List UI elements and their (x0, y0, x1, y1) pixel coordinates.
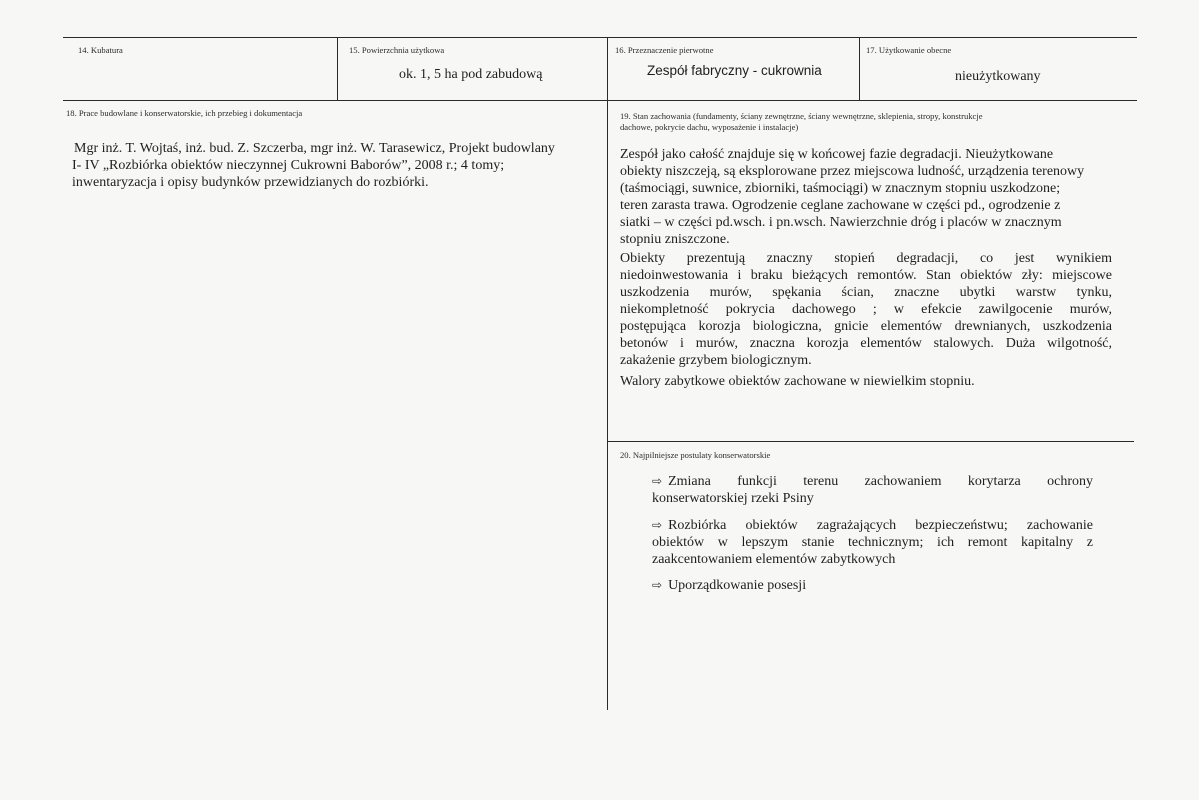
box19-line: niekompletność pokrycia dachowego ; w efekcie zawilgocenie murów, (620, 302, 1112, 317)
box14-label: 14. Kubatura (78, 45, 123, 55)
postulate-line: zaakcentowaniem elementów zabytkowych (652, 552, 896, 567)
box19-line: teren zarasta trawa. Ogrodzenie ceglane zachowane w części pd., ogrodzenie z (620, 198, 1061, 213)
postulate-item (652, 517, 1093, 568)
top-rule (63, 37, 1137, 38)
box19-line: obiekty niszczeją, są eksplorowane przez miejscowa ludność, urządzenia terenowy (620, 164, 1085, 179)
divider-main (607, 37, 608, 710)
postulate-line: konserwatorskiej rzeki Psiny (652, 491, 814, 506)
box16-label: 16. Przeznaczenie pierwotne (615, 45, 714, 55)
section20-top-rule (608, 441, 1134, 442)
arrow-right-icon: ⇨ (652, 518, 663, 532)
box19-para3 (620, 373, 1112, 390)
postulate-line: obiektów w lepszym stanie technicznym; ich remont kapitalny z (652, 535, 1093, 550)
box19-para1 (620, 146, 1130, 248)
box19-label-line: 19. Stan zachowania (fundamenty, ściany zewnętrzne, ściany wewnętrzne, sklepienia, stropy, konstrukcje (620, 111, 983, 121)
box19-line: Zespół jako całość znajduje się w końcowej fazie degradacji. Nieużytkowane (620, 147, 1054, 162)
box15-value: ok. 1, 5 ha pod zabudową (399, 67, 543, 82)
arrow-right-icon: ⇨ (652, 474, 663, 488)
box15-label: 15. Powierzchnia użytkowa (349, 45, 445, 55)
postulate-item (652, 577, 1093, 594)
divider-16-17 (859, 37, 860, 101)
box19-line: (taśmociągi, suwnice, zbiorniki, taśmociągi) w znacznym stopniu uszkodzone; (620, 181, 1061, 196)
box19-line: niedoinwestowania i braku bieżących remontów. Stan obiektów zły: miejscowe (620, 268, 1112, 283)
box17-value: nieużytkowany (955, 69, 1041, 84)
box19-label (620, 111, 983, 133)
box18-text (72, 140, 597, 191)
box18-line: Mgr inż. T. Wojtaś, inż. bud. Z. Szczerba, mgr inż. W. Tarasewicz, Projekt budowlany (74, 141, 555, 156)
box19-line: betonów i murów, znaczna korozja elementów stalowych. Duża wilgotność, (620, 336, 1112, 351)
box19-line: Walory zabytkowe obiektów zachowane w niewielkim stopniu. (620, 374, 975, 389)
box18-label: 18. Prace budowlane i konserwatorskie, ich przebieg i dokumentacja (66, 108, 303, 118)
postulate-line: Zmiana funkcji terenu zachowaniem korytarza ochrony (668, 474, 1093, 489)
postulate-line: Rozbiórka obiektów zagrażających bezpieczeństwu; zachowanie (668, 518, 1093, 533)
box19-line: siatki – w części pd.wsch. i pn.wsch. Nawierzchnie dróg i placów w znacznym (620, 215, 1062, 230)
divider-14-15 (337, 37, 338, 101)
box19-para2 (620, 250, 1112, 369)
box18-line: inwentaryzacja i opisy budynków przewidzianych do rozbiórki. (72, 175, 429, 190)
header-bottom-rule (63, 100, 1137, 101)
box19-line: postępująca korozja biologiczna, gnicie elementów drewnianych, uszkodzenia (620, 319, 1112, 334)
box19-line: stopniu zniszczone. (620, 232, 730, 247)
box16-value: Zespół fabryczny - cukrownia (647, 63, 822, 78)
box17-label: 17. Użytkowanie obecne (866, 45, 952, 55)
box19-line: uszkodzenia murów, spękania ścian, znaczne ubytki warstw tynku, (620, 285, 1112, 300)
arrow-right-icon: ⇨ (652, 578, 663, 592)
box20-label: 20. Najpilniejsze postulaty konserwatorskie (620, 450, 771, 460)
box19-line: zakażenie grzybem biologicznym. (620, 353, 812, 368)
postulate-item (652, 473, 1093, 507)
box19-label-line: dachowe, pokrycie dachu, wyposażenie i instalacje) (620, 122, 799, 132)
box19-line: Obiekty prezentują znaczny stopień degradacji, co jest wynikiem (620, 251, 1112, 266)
box18-line: I- IV „Rozbiórka obiektów nieczynnej Cukrowni Baborów”, 2008 r.; 4 tomy; (72, 158, 505, 173)
postulate-line: Uporządkowanie posesji (668, 578, 807, 593)
